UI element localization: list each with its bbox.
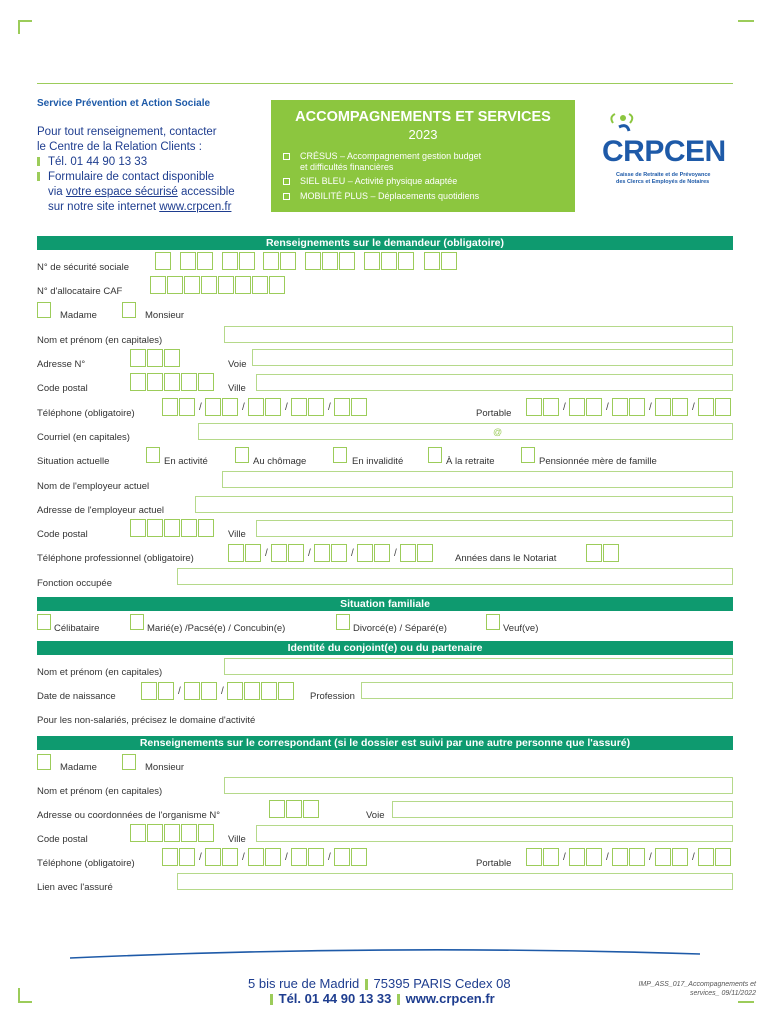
employeur-adr-field[interactable] <box>195 496 733 513</box>
footer-city: 75395 PARIS Cedex 08 <box>373 976 511 991</box>
fonction-label: Fonction occupée <box>37 578 112 589</box>
madame-checkbox[interactable] <box>37 302 51 318</box>
tel-pro-box[interactable] <box>271 544 287 562</box>
annees-box[interactable] <box>603 544 619 562</box>
monsieur-label: Monsieur <box>145 310 185 321</box>
cp-box[interactable] <box>130 373 146 391</box>
celibataire-label: Célibataire <box>54 623 100 634</box>
secu-box[interactable] <box>322 252 338 270</box>
service-item: CRÉSUS – Accompagnement gestion budget <box>283 151 481 161</box>
footer-address: 5 bis rue de Madrid <box>248 976 360 991</box>
secu-box[interactable] <box>398 252 414 270</box>
tel-pro-box[interactable] <box>374 544 390 562</box>
logo-name: CRPCEN <box>602 135 726 168</box>
adr-org-num-box[interactable] <box>303 800 319 818</box>
veuf-checkbox[interactable] <box>486 614 500 630</box>
services-box <box>271 100 575 212</box>
invalidite-label: En invalidité <box>352 456 404 467</box>
chomage-checkbox[interactable] <box>235 447 249 463</box>
caf-box[interactable] <box>252 276 268 294</box>
caf-box[interactable] <box>150 276 166 294</box>
adresse-num-box[interactable] <box>130 349 146 367</box>
footer-tel: Tél. 01 44 90 13 33 <box>278 991 392 1006</box>
ville-field[interactable] <box>256 520 733 537</box>
tel-pro-box[interactable] <box>314 544 330 562</box>
secure-space-link[interactable]: votre espace sécurisé <box>65 186 178 198</box>
tel-box[interactable] <box>162 398 178 416</box>
tel-pro-box[interactable] <box>228 544 244 562</box>
footer-web[interactable]: www.crpcen.fr <box>405 991 495 1006</box>
chomage-label: Au chômage <box>253 456 307 467</box>
naissance-box[interactable] <box>158 682 174 700</box>
celibataire-checkbox[interactable] <box>37 614 51 630</box>
portable-box[interactable] <box>655 848 671 866</box>
secu-box[interactable] <box>424 252 440 270</box>
tel-box[interactable] <box>179 398 195 416</box>
footer-contact-line <box>270 991 495 1006</box>
services-title: ACCOMPAGNEMENTS ET SERVICES <box>295 109 551 125</box>
pensionnee-checkbox[interactable] <box>521 447 535 463</box>
section-famille: Situation familiale <box>37 597 733 611</box>
crop-mark <box>738 1001 754 1003</box>
tel-pro-box[interactable] <box>417 544 433 562</box>
cp-label: Code postal <box>37 383 88 394</box>
secu-box[interactable] <box>180 252 196 270</box>
crop-mark <box>18 20 20 34</box>
phone-text: Tél. 01 44 90 13 33 <box>48 156 148 168</box>
tel-box[interactable] <box>162 848 178 866</box>
divorce-checkbox[interactable] <box>336 614 350 630</box>
caf-box[interactable] <box>167 276 183 294</box>
adresse-label: Adresse N° <box>37 359 86 370</box>
info-line: le Centre de la Relation Clients : <box>37 141 202 153</box>
tel-box[interactable] <box>205 398 221 416</box>
caf-box[interactable] <box>201 276 217 294</box>
crpcen-logo <box>598 105 738 195</box>
cp-box[interactable] <box>198 373 214 391</box>
portable-box[interactable] <box>586 848 602 866</box>
naissance-box[interactable] <box>261 682 277 700</box>
adr-org-num-box[interactable] <box>269 800 285 818</box>
section-demandeur: Renseignements sur le demandeur (obligatoire) <box>37 236 733 250</box>
profession-field[interactable] <box>361 682 733 699</box>
tel-box[interactable] <box>351 398 367 416</box>
tel-box[interactable] <box>308 398 324 416</box>
tel-box[interactable] <box>265 398 281 416</box>
situation-label: Situation actuelle <box>37 456 110 467</box>
bullet-icon <box>37 172 40 181</box>
portable-box[interactable] <box>543 398 559 416</box>
bullet-icon <box>270 994 273 1005</box>
caf-box[interactable] <box>218 276 234 294</box>
nom-label: Nom et prénom (en capitales) <box>37 667 163 678</box>
tel-box[interactable] <box>248 848 264 866</box>
crop-mark <box>18 20 32 22</box>
portable-box[interactable] <box>526 848 542 866</box>
activite-checkbox[interactable] <box>146 447 160 463</box>
footer-swoosh <box>70 948 700 962</box>
activite-label: En activité <box>164 456 208 467</box>
secu-box[interactable] <box>305 252 321 270</box>
ville-label: Ville <box>228 529 246 540</box>
info-line: Pour tout renseignement, contacter <box>37 126 217 138</box>
cp-box[interactable] <box>198 519 214 537</box>
lien-field[interactable] <box>177 873 733 890</box>
naissance-label: Date de naissance <box>37 691 116 702</box>
caf-box[interactable] <box>269 276 285 294</box>
tel-box[interactable] <box>265 848 281 866</box>
annees-box[interactable] <box>586 544 602 562</box>
cp-box[interactable] <box>130 519 146 537</box>
caf-label: N° d'allocataire CAF <box>37 286 123 297</box>
bullet-icon <box>397 994 400 1005</box>
tel-box[interactable] <box>308 848 324 866</box>
secu-box[interactable] <box>263 252 279 270</box>
courriel-field[interactable] <box>198 423 733 440</box>
monsieur-label: Monsieur <box>145 762 185 773</box>
veuf-label: Veuf(ve) <box>503 623 539 634</box>
invalidite-checkbox[interactable] <box>333 447 347 463</box>
portable-box[interactable] <box>698 848 714 866</box>
non-salaries-label: Pour les non-salariés, précisez le domaine d'activité <box>37 715 256 726</box>
naissance-box[interactable] <box>244 682 260 700</box>
portable-box[interactable] <box>612 848 628 866</box>
tel-label: Téléphone (obligatoire) <box>37 408 135 419</box>
checkbox-icon <box>283 193 290 200</box>
tel-box[interactable] <box>179 848 195 866</box>
courriel-label: Courriel (en capitales) <box>37 432 130 443</box>
adresse-num-box[interactable] <box>147 349 163 367</box>
tel-box[interactable] <box>291 848 307 866</box>
ville-label: Ville <box>228 834 246 845</box>
bullet-icon <box>37 157 40 166</box>
portable-label: Portable <box>476 858 512 869</box>
tel-box[interactable] <box>205 848 221 866</box>
adr-org-num-box[interactable] <box>286 800 302 818</box>
lien-label: Lien avec l'assuré <box>37 882 113 893</box>
tel-box[interactable] <box>222 398 238 416</box>
monsieur-checkbox[interactable] <box>122 754 136 770</box>
tel-box[interactable] <box>248 398 264 416</box>
voie-label: Voie <box>228 359 247 370</box>
portable-box[interactable] <box>672 398 688 416</box>
divorce-label: Divorcé(e) / Séparé(e) <box>353 623 447 634</box>
secu-label: N° de sécurité sociale <box>37 262 129 273</box>
employeur-adr-label: Adresse de l'employeur actuel <box>37 505 164 516</box>
service-item: MOBILITÉ PLUS – Déplacements quotidiens <box>283 191 479 201</box>
ville-field[interactable] <box>256 374 733 391</box>
cp-label: Code postal <box>37 529 88 540</box>
tel-box[interactable] <box>334 848 350 866</box>
conjoint-nom-field[interactable] <box>224 658 733 675</box>
profession-label: Profession <box>310 691 355 702</box>
tel-box[interactable] <box>351 848 367 866</box>
crop-mark <box>18 988 20 1002</box>
secu-box[interactable] <box>381 252 397 270</box>
logo-sub: des Clercs et Employés de Notaires <box>616 179 710 185</box>
services-year: 2023 <box>408 127 438 142</box>
tel-pro-box[interactable] <box>288 544 304 562</box>
portable-box[interactable] <box>569 848 585 866</box>
portable-box[interactable] <box>586 398 602 416</box>
ville-label: Ville <box>228 383 246 394</box>
service-title: Service Prévention et Action Sociale <box>37 98 211 109</box>
tel-box[interactable] <box>334 398 350 416</box>
portable-box[interactable] <box>629 398 645 416</box>
adr-org-label: Adresse ou coordonnées de l'organisme N° <box>37 810 221 821</box>
nom-label: Nom et prénom (en capitales) <box>37 335 163 346</box>
voie-field[interactable] <box>252 349 733 366</box>
portable-box[interactable] <box>715 848 731 866</box>
logo-sub: Caisse de Retraite et de Prévoyance <box>616 172 711 178</box>
naissance-box[interactable] <box>184 682 200 700</box>
portable-box[interactable] <box>672 848 688 866</box>
crop-mark <box>738 20 754 22</box>
employeur-nom-label: Nom de l'employeur actuel <box>37 481 150 492</box>
madame-label: Madame <box>60 762 97 773</box>
tel-box[interactable] <box>222 848 238 866</box>
fonction-field[interactable] <box>177 568 733 585</box>
retraite-checkbox[interactable] <box>428 447 442 463</box>
madame-checkbox[interactable] <box>37 754 51 770</box>
tel-label: Téléphone (obligatoire) <box>37 858 135 869</box>
website-link[interactable]: www.crpcen.fr <box>159 201 232 213</box>
portable-box[interactable] <box>569 398 585 416</box>
naissance-box[interactable] <box>227 682 243 700</box>
naissance-box[interactable] <box>278 682 294 700</box>
footer-address-line <box>248 976 511 991</box>
section-correspondant: Renseignements sur le correspondant (si le dossier est suivi par une autre personne que l'assuré) <box>37 736 733 750</box>
correspondant-nom-field[interactable] <box>224 777 733 794</box>
tel-pro-label: Téléphone professionnel (obligatoire) <box>37 553 194 564</box>
monsieur-checkbox[interactable] <box>122 302 136 318</box>
employeur-nom-field[interactable] <box>222 471 733 488</box>
secu-box[interactable] <box>222 252 238 270</box>
secu-box[interactable] <box>155 252 171 270</box>
madame-label: Madame <box>60 310 97 321</box>
portable-box[interactable] <box>629 848 645 866</box>
secu-box[interactable] <box>280 252 296 270</box>
cp-box[interactable] <box>147 824 163 842</box>
portable-box[interactable] <box>698 398 714 416</box>
adresse-num-box[interactable] <box>164 349 180 367</box>
tel-box[interactable] <box>291 398 307 416</box>
voie-label: Voie <box>366 810 385 821</box>
marie-label: Marié(e) /Pacsé(e) / Concubin(e) <box>147 623 286 634</box>
pensionnee-label: Pensionnée mère de famille <box>539 456 657 467</box>
cp-box[interactable] <box>181 519 197 537</box>
caf-box[interactable] <box>235 276 251 294</box>
form-text: Formulaire de contact disponible <box>48 171 215 183</box>
bullet-icon <box>365 979 368 990</box>
cp-box[interactable] <box>181 373 197 391</box>
secu-box[interactable] <box>339 252 355 270</box>
portable-box[interactable] <box>543 848 559 866</box>
cp-box[interactable] <box>147 519 163 537</box>
naissance-box[interactable] <box>201 682 217 700</box>
tel-pro-box[interactable] <box>357 544 373 562</box>
cp-box[interactable] <box>164 373 180 391</box>
checkbox-icon <box>283 153 290 160</box>
section-conjoint: Identité du conjoint(e) ou du partenaire <box>37 641 733 655</box>
secu-box[interactable] <box>364 252 380 270</box>
naissance-box[interactable] <box>141 682 157 700</box>
voie-field[interactable] <box>392 801 733 818</box>
ville-field[interactable] <box>256 825 733 842</box>
cp-label: Code postal <box>37 834 88 845</box>
retraite-label: À la retraite <box>446 456 495 467</box>
service-item: et difficultés financières <box>300 162 394 172</box>
cp-box[interactable] <box>181 824 197 842</box>
cp-box[interactable] <box>147 373 163 391</box>
portable-box[interactable] <box>655 398 671 416</box>
at-icon: @ <box>493 427 503 437</box>
nom-field[interactable] <box>224 326 733 343</box>
portable-label: Portable <box>476 408 512 419</box>
footer-reference: IMP_ASS_017_Accompagnements et services_ 09/11/2022 <box>638 981 756 997</box>
checkbox-icon <box>283 178 290 185</box>
info-block: Pour tout renseignement, contacter le Centre de la Relation Clients : Tél. 01 44 90 13 33 Formulaire de contact disponible via votre espace sécurisé accessible sur notre site internet www.crpcen.fr <box>37 126 235 213</box>
service-item: SIEL BLEU – Activité physique adaptée <box>283 176 457 186</box>
portable-box[interactable] <box>715 398 731 416</box>
portable-box[interactable] <box>612 398 628 416</box>
cp-box[interactable] <box>164 824 180 842</box>
marie-checkbox[interactable] <box>130 614 144 630</box>
annees-label: Années dans le Notariat <box>455 553 557 564</box>
tel-pro-box[interactable] <box>400 544 416 562</box>
tel-pro-box[interactable] <box>331 544 347 562</box>
secu-box[interactable] <box>197 252 213 270</box>
tel-pro-box[interactable] <box>245 544 261 562</box>
caf-box[interactable] <box>184 276 200 294</box>
crop-mark <box>18 1001 32 1003</box>
secu-box[interactable] <box>441 252 457 270</box>
cp-box[interactable] <box>198 824 214 842</box>
portable-box[interactable] <box>526 398 542 416</box>
cp-box[interactable] <box>164 519 180 537</box>
nom-label: Nom et prénom (en capitales) <box>37 786 163 797</box>
cp-box[interactable] <box>130 824 146 842</box>
secu-box[interactable] <box>239 252 255 270</box>
top-divider <box>37 83 733 84</box>
